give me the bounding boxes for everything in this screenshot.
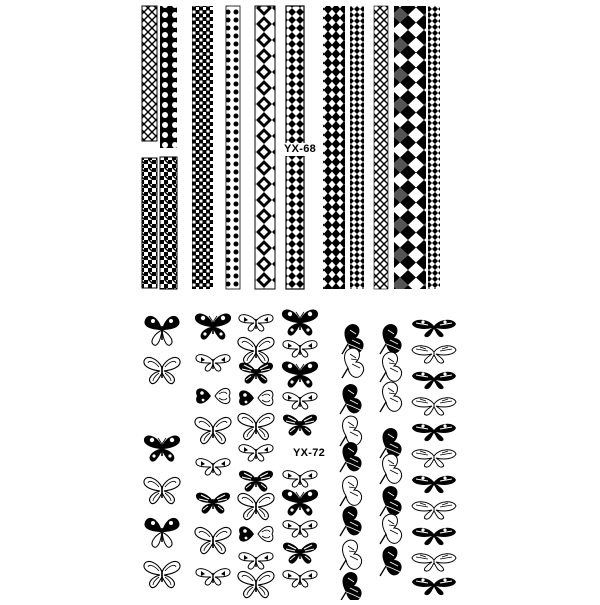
top-sheet-code-label: YX-68 (284, 143, 317, 155)
bottom-sheet-code-label: YX-72 (293, 447, 326, 459)
